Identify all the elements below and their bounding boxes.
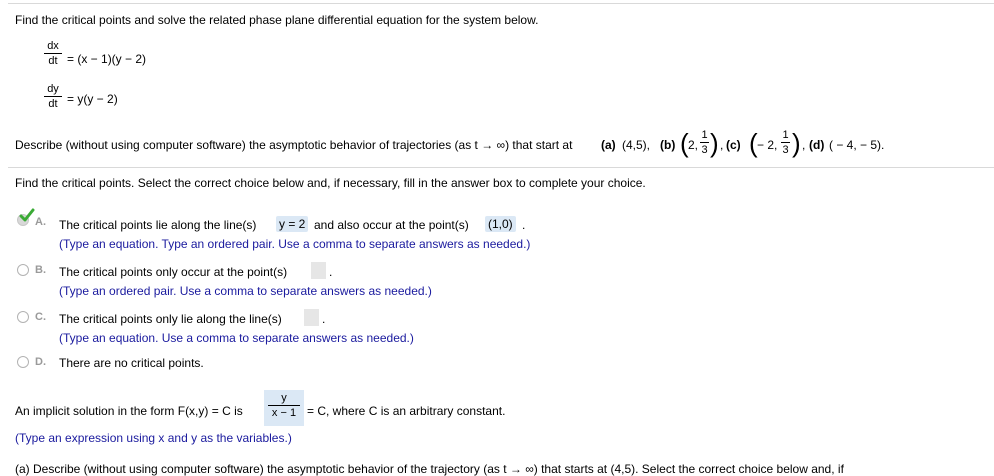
fraction-bar xyxy=(781,142,790,143)
choice-d-text: There are no critical points. xyxy=(59,356,204,370)
answer-input-empty[interactable] xyxy=(304,309,319,326)
part-b-right-paren: ) xyxy=(710,128,719,158)
choice-b-hint: (Type an ordered pair. Use a comma to separate answers as needed.) xyxy=(59,284,432,298)
fraction-bar xyxy=(268,405,300,406)
eq2-numerator: dy xyxy=(47,83,59,95)
choice-d-letter: D. xyxy=(35,356,46,368)
choice-a-text-1: The critical points lie along the line(s) xyxy=(59,218,257,232)
part-c-lead: − 2, xyxy=(757,138,778,152)
choice-c-period: . xyxy=(322,312,326,326)
choice-c-answer[interactable] xyxy=(304,309,319,326)
part-b-left-paren: ( xyxy=(680,128,689,158)
answer-box-line: y = 2 xyxy=(276,216,308,232)
part-b-lead: 2, xyxy=(688,138,699,152)
choice-b-radio[interactable] xyxy=(17,264,29,276)
part-b-numerator: 1 xyxy=(701,129,708,141)
problem-prompt: Find the critical points and solve the related phase plane differential equation for the system below. xyxy=(15,13,539,27)
fraction-bar xyxy=(700,142,709,143)
implicit-text-1: An implicit solution in the form F(x,y) = C is xyxy=(15,404,243,418)
choice-a-text-2: and also occur at the point(s) xyxy=(314,218,469,232)
choice-a-letter: A. xyxy=(35,216,46,228)
eq2-derivative xyxy=(44,83,62,110)
part-b-denominator: 3 xyxy=(701,144,708,156)
part-d-point: ( − 4, − 5). xyxy=(829,138,885,152)
choice-c-letter: C. xyxy=(35,311,46,323)
answer-box-point: (1,0) xyxy=(485,216,516,232)
answer-input-empty[interactable] xyxy=(311,262,326,279)
part-c-fraction xyxy=(781,129,790,156)
choice-b-period: . xyxy=(329,265,333,279)
choice-c-radio[interactable] xyxy=(17,311,29,323)
eq2-denominator: dt xyxy=(48,98,58,110)
part-c-left-paren: ( xyxy=(749,128,758,158)
part-c-label: (c) xyxy=(726,138,741,152)
implicit-denominator: x − 1 xyxy=(271,407,297,419)
implicit-answer xyxy=(264,390,304,426)
next-question-cutoff: (a) Describe (without using computer software) the asymptotic behavior of the trajectory (as t → ∞) that starts at (4,5). Select the correct choice below and, if xyxy=(15,462,844,476)
choice-b-text: The critical points only occur at the point(s) xyxy=(59,265,288,279)
choice-a-answer-2 xyxy=(485,216,516,232)
part-a-label: (a) xyxy=(601,138,616,152)
part-b-label: (b) xyxy=(660,138,676,152)
implicit-hint: (Type an expression using x and y as the variables.) xyxy=(15,431,292,445)
eq1-numerator: dx xyxy=(47,40,59,52)
implicit-text-2: = C, where C is an arbitrary constant. xyxy=(307,404,506,418)
part-c-separator: , xyxy=(720,138,724,152)
choice-b-letter: B. xyxy=(35,264,46,276)
choice-d-radio[interactable] xyxy=(17,356,29,368)
part-b-fraction xyxy=(700,129,709,156)
part-d-separator: , xyxy=(802,138,806,152)
part-d-label: (d) xyxy=(809,138,825,152)
eq2-rhs: = y(y − 2) xyxy=(67,92,118,106)
eq1-derivative xyxy=(44,40,62,67)
section-divider xyxy=(8,167,994,168)
choice-a-hint: (Type an equation. Type an ordered pair. Use a comma to separate answers as needed.) xyxy=(59,237,531,251)
check-icon xyxy=(19,208,35,222)
eq1-rhs: = (x − 1)(y − 2) xyxy=(67,52,147,66)
eq1-denominator: dt xyxy=(48,55,58,67)
implicit-fraction xyxy=(268,392,300,419)
choice-c-hint: (Type an equation. Use a comma to separate answers as needed.) xyxy=(59,331,414,345)
choice-b-answer[interactable] xyxy=(311,262,326,279)
choice-a-period: . xyxy=(522,218,526,232)
part-a-point: (4,5), xyxy=(622,138,651,152)
question-text: Find the critical points. Select the correct choice below and, if necessary, fill in the answer box to complete your choice. xyxy=(15,176,646,190)
top-divider xyxy=(8,3,994,4)
choice-c-text: The critical points only lie along the line(s) xyxy=(59,312,282,326)
fraction-bar xyxy=(44,53,62,54)
describe-text: Describe (without using computer software) the asymptotic behavior of trajectories (as t → ∞) that start at xyxy=(15,138,573,152)
fraction-bar xyxy=(44,96,62,97)
part-c-denominator: 3 xyxy=(782,144,789,156)
part-c-numerator: 1 xyxy=(782,129,789,141)
part-c-right-paren: ) xyxy=(792,128,801,158)
implicit-numerator: y xyxy=(281,392,287,404)
choice-a-answer-1 xyxy=(276,216,308,232)
